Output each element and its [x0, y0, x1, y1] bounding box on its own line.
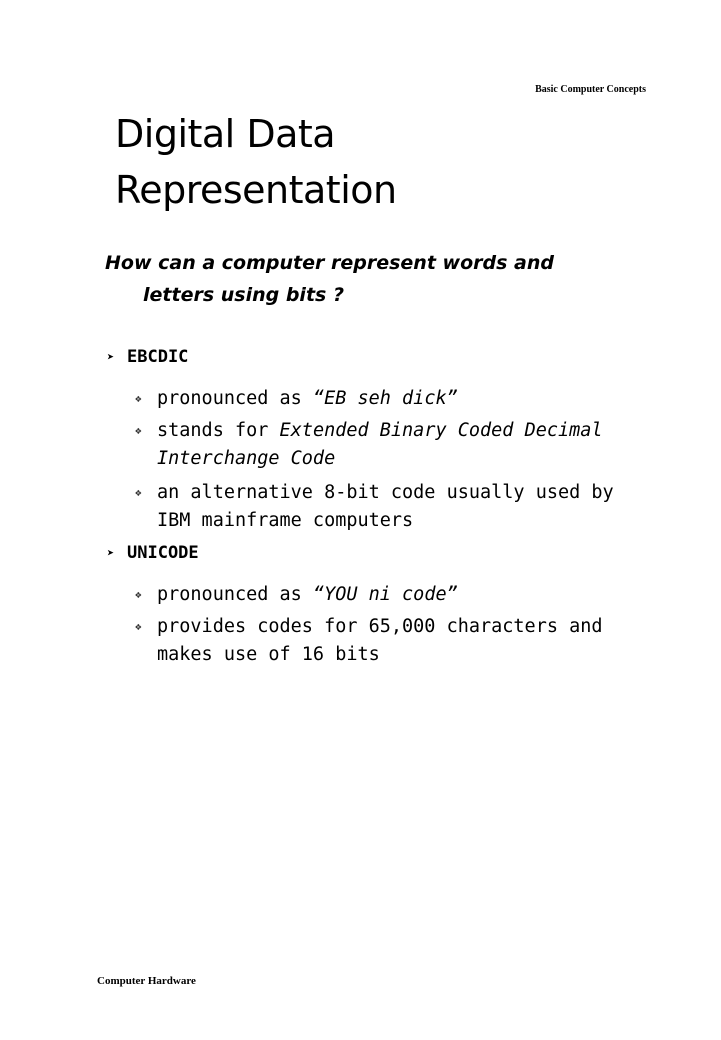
list-item	[135, 417, 647, 473]
list-item	[135, 479, 647, 535]
bullet-text: an alternative 8-bit code usually used by IBM mainframe computers	[157, 482, 614, 531]
diamond-bullet-icon: ❖	[135, 486, 142, 499]
arrow-bullet-icon: ➤	[107, 546, 115, 560]
bullet-list	[107, 581, 647, 669]
diamond-bullet-icon: ❖	[135, 392, 142, 405]
section-unicode	[107, 541, 647, 669]
bullet-italic-text: “EB seh dick”	[312, 388, 458, 409]
list-item	[135, 613, 647, 669]
title-line-1: Digital Data	[115, 112, 336, 156]
section-heading	[107, 345, 647, 369]
question-text: How can a computer represent words and letters using bits ?	[105, 252, 554, 306]
bullet-italic-text: Extended Binary Coded Decimal Interchange Code	[157, 420, 603, 469]
arrow-bullet-icon: ➤	[107, 350, 115, 364]
bullet-italic-text: “YOU ni code”	[312, 584, 458, 605]
section-heading-label: UNICODE	[127, 543, 199, 563]
page-title	[115, 106, 635, 218]
section-ebcdic	[107, 345, 647, 535]
section-heading	[107, 541, 647, 565]
title-line-2: Representation	[115, 168, 397, 212]
bullet-list	[107, 385, 647, 535]
diamond-bullet-icon: ❖	[135, 424, 142, 437]
bullet-text: provides codes for 65,000 characters and makes use of 16 bits	[157, 616, 603, 665]
bullet-text: stands for	[157, 420, 280, 441]
bullet-text: pronounced as	[157, 584, 313, 605]
bullet-text: pronounced as	[157, 388, 313, 409]
running-footer: Computer Hardware	[97, 975, 196, 987]
diamond-bullet-icon: ❖	[135, 588, 142, 601]
section-heading-label: EBCDIC	[127, 347, 189, 367]
running-header: Basic Computer Concepts	[535, 84, 646, 95]
list-item	[135, 581, 647, 609]
diamond-bullet-icon: ❖	[135, 620, 142, 633]
list-item	[135, 385, 647, 413]
